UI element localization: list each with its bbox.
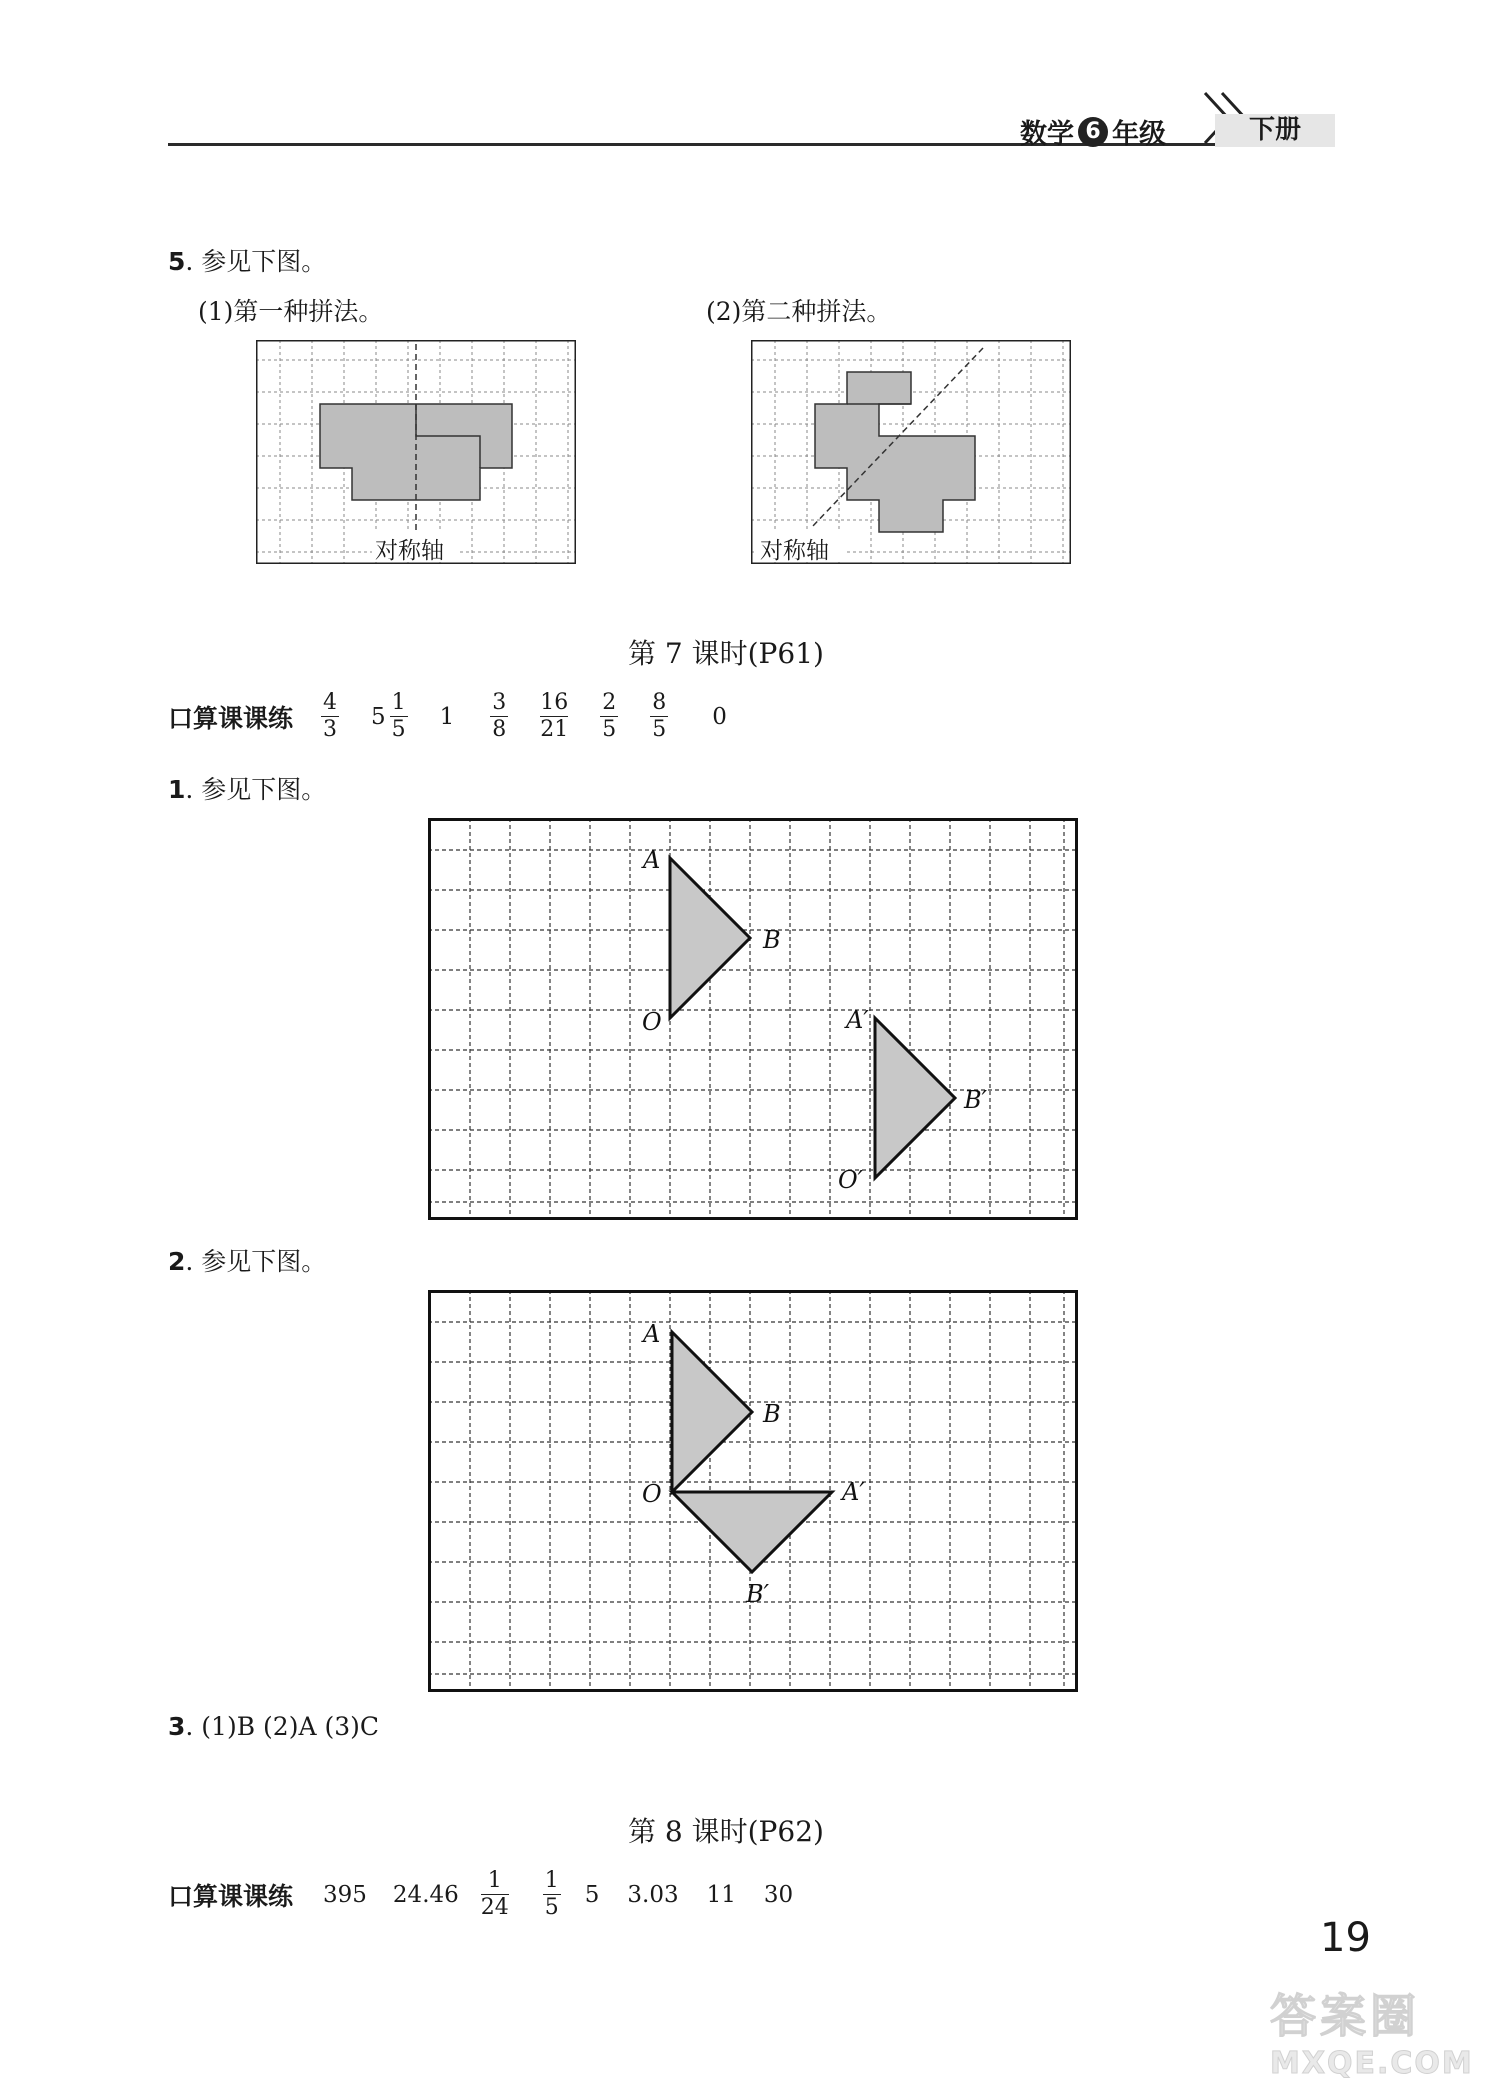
l8-answer-5: 11: [706, 1881, 736, 1908]
label-A-prime: A′: [846, 1006, 869, 1034]
rot-label-O: O: [642, 1480, 662, 1508]
header-subject: 数学: [1020, 119, 1074, 150]
q5-method2-label: (2)第二种拼法。: [706, 297, 892, 326]
answer-frac-1: $\frac{4}{3}$: [323, 690, 338, 742]
label-B-prime: B′: [964, 1086, 988, 1114]
lesson8-drill: [168, 1868, 793, 1921]
l8-answer-2: 24.46: [392, 1881, 459, 1908]
page-number: 19: [1320, 1915, 1371, 1961]
answer-3: 1: [439, 703, 455, 730]
q5-method1-label: (1)第一种拼法。: [198, 297, 384, 326]
label-B: B: [763, 926, 781, 954]
q1-heading: 1. 参见下图。: [168, 775, 327, 804]
answer-frac-7: $\frac{8}{5}$: [652, 690, 667, 742]
watermark-line2: MXQE.COM: [1270, 2046, 1474, 2081]
rot-label-B-prime: B′: [746, 1580, 770, 1608]
l8-answer-6: 30: [763, 1881, 794, 1908]
lesson8-answers: [323, 1868, 793, 1921]
l8-answer-frac-2: $\frac{1}{5}$: [544, 1868, 559, 1920]
answer-frac-4: $\frac{3}{8}$: [492, 690, 507, 742]
figure-method2: [751, 340, 1071, 564]
lesson7-drill-label: 口算课课练: [168, 703, 294, 733]
lesson7-drill: [168, 690, 741, 743]
watermark-logo: [1270, 1980, 1500, 2090]
volume-tab: 下册: [1215, 114, 1335, 147]
lesson8-title: 第 8 课时(P62): [628, 1815, 824, 1848]
l8-answer-3: 5: [584, 1881, 600, 1908]
l8-answer-frac-1: $\frac{1}{24}$: [480, 1868, 509, 1920]
answer-frac-6: $\frac{2}{5}$: [602, 690, 617, 742]
q2-heading: 2. 参见下图。: [168, 1247, 327, 1276]
label-O: O: [642, 1008, 662, 1036]
grade-badge: 6: [1078, 117, 1108, 147]
rot-label-B: B: [763, 1400, 781, 1428]
header-grade-suffix: 年级: [1112, 119, 1166, 150]
answer-mixed-2: 5 $\frac{1}{5}$: [371, 690, 406, 742]
figure-rotation: [428, 1290, 1078, 1692]
lesson7-title: 第 7 课时(P61): [628, 637, 824, 670]
l8-answer-4: 3.03: [627, 1881, 679, 1908]
axis-label-2: 对称轴: [760, 538, 829, 564]
figure-translation: [428, 818, 1078, 1220]
watermark-line1: 答案圈: [1270, 1989, 1420, 2043]
figure-method1: [256, 340, 576, 564]
rot-label-A: A: [643, 1320, 661, 1348]
answer-8: 0: [712, 703, 727, 730]
label-A: A: [643, 846, 661, 874]
label-O-prime: O′: [838, 1166, 864, 1194]
lesson7-answers: [313, 690, 741, 743]
l8-answer-1: 395: [323, 1881, 367, 1908]
axis-label-1: 对称轴: [375, 538, 444, 564]
q5-number: 5: [168, 247, 186, 276]
lesson8-drill-label: 口算课课练: [168, 1881, 294, 1911]
triangle-AOB-translated: [875, 1018, 955, 1178]
triangle-AOB-rotated: [672, 1492, 832, 1572]
rot-label-A-prime: A′: [842, 1478, 865, 1506]
q5-text: . 参见下图。: [185, 247, 327, 276]
q5-heading: [168, 242, 326, 278]
answer-frac-5: $\frac{16}{21}$: [540, 690, 569, 742]
header-title: [1020, 112, 1166, 151]
triangle-AOB-original: [672, 1332, 752, 1492]
q3-answer: 3. (1)B (2)A (3)C: [168, 1712, 379, 1741]
